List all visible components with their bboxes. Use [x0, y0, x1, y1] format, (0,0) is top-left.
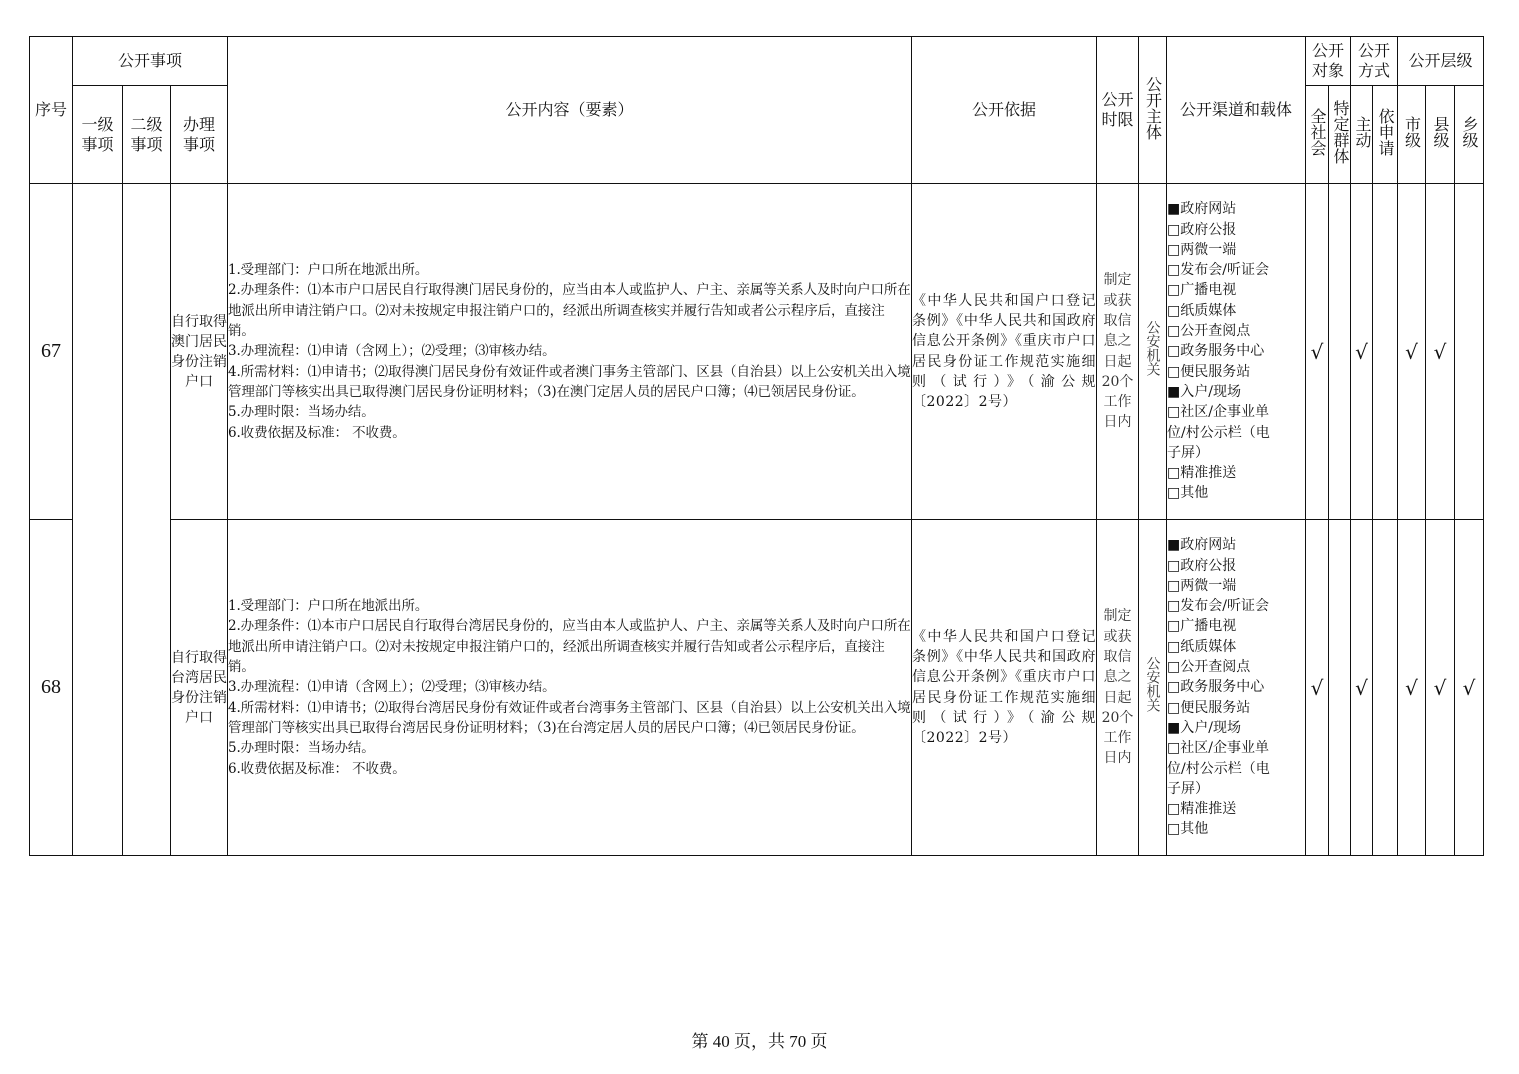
- header-level1: 一级事项: [73, 86, 123, 184]
- row-basis: 《中华人民共和国户口登记条例》《中华人民共和国政府信息公开条例》《重庆市户口居民身份证工作规范实施细则（试行）》（渝公规〔2022〕2号）: [912, 184, 1097, 520]
- header-method: 公开方式: [1351, 37, 1398, 86]
- check-on-request: [1373, 520, 1398, 856]
- header-on-request: 依申请: [1373, 86, 1398, 184]
- check-active: √: [1351, 520, 1373, 856]
- check-city: √: [1398, 184, 1426, 520]
- header-specific-group: 特定群体: [1329, 86, 1351, 184]
- row-time-limit: 制定或获取信息之日起20个工作日内: [1097, 520, 1139, 856]
- row-seq: 67: [30, 184, 73, 520]
- row-subject: 公安机关: [1139, 184, 1167, 520]
- header-level: 公开层级: [1398, 37, 1484, 86]
- row-content: 1.受理部门：户口所在地派出所。 2.办理条件：⑴本市户口居民自行取得台湾居民身份的，应当由本人或监护人、户主、亲属等关系人及时向户口所在地派出所申请注销户口。⑵对未按规定申报注销户口的，经派出所调查核实并履行告知或者公示程序后，直接注销。 3.办理流程：⑴申请（含网上）；⑵受理；⑶审核办结。 4.所需材料：⑴申请书；⑵取得台湾居民身份有效证件或者台湾事务主管部门、区县（自治县）以上公安机关出入境管理部门等核实出具已取得台湾居民身份证明材料；（3)在台湾定居人员的居民户口簿；⑷已领居民身份证。 5.办理时限：当场办结。 6.收费依据及标准： 不收费。: [228, 520, 912, 856]
- check-township: [1455, 184, 1484, 520]
- check-city: √: [1398, 520, 1426, 856]
- header-row-1: [30, 37, 1484, 86]
- page-footer: 第 40 页，共 70 页: [691, 1032, 828, 1051]
- header-whole-society: 全社会: [1306, 86, 1329, 184]
- row-time-limit: 制定或获取信息之日起20个工作日内: [1097, 184, 1139, 520]
- row-level2-cell: [123, 184, 171, 856]
- header-county: 县级: [1426, 86, 1455, 184]
- header-township: 乡级: [1455, 86, 1484, 184]
- row-subject: 公安机关: [1139, 520, 1167, 856]
- header-level2: 二级事项: [123, 86, 171, 184]
- check-specific-group: [1329, 184, 1351, 520]
- header-time-limit: 公开时限: [1097, 37, 1139, 184]
- row-item-name: 自行取得澳门居民身份注销户口: [171, 184, 228, 520]
- check-county: √: [1426, 184, 1455, 520]
- row-level1-cell: [73, 184, 123, 856]
- check-active: √: [1351, 184, 1373, 520]
- check-township: √: [1455, 520, 1484, 856]
- header-basis: 公开依据: [912, 37, 1097, 184]
- check-whole-society: √: [1306, 520, 1329, 856]
- header-content: 公开内容（要素）: [228, 37, 912, 184]
- header-handling: 办理事项: [171, 86, 228, 184]
- check-specific-group: [1329, 520, 1351, 856]
- check-whole-society: √: [1306, 184, 1329, 520]
- header-active: 主动: [1351, 86, 1373, 184]
- table-row: [30, 520, 1484, 856]
- row-seq: 68: [30, 520, 73, 856]
- row-item-name: 自行取得台湾居民身份注销户口: [171, 520, 228, 856]
- header-target: 公开对象: [1306, 37, 1351, 86]
- check-county: √: [1426, 520, 1455, 856]
- header-channels: 公开渠道和载体: [1167, 37, 1306, 184]
- disclosure-table: [29, 36, 1484, 856]
- row-basis: 《中华人民共和国户口登记条例》《中华人民共和国政府信息公开条例》《重庆市户口居民身份证工作规范实施细则（试行）》（渝公规〔2022〕2号）: [912, 520, 1097, 856]
- header-city: 市级: [1398, 86, 1426, 184]
- header-seq: 序号: [30, 37, 73, 184]
- header-subject: 公开主体: [1139, 37, 1167, 184]
- check-on-request: [1373, 184, 1398, 520]
- header-matters: 公开事项: [73, 37, 228, 86]
- row-channels: ■政府网站 □政府公报 □两微一端 □发布会/听证会 □广播电视 □纸质媒体 □公开查阅点 □政务服务中心 □便民服务站 ■入户/现场 □社区/企事业单 位/村公示栏（电 子屏） □精准推送 □其他: [1167, 520, 1306, 856]
- table-row: [30, 184, 1484, 520]
- row-content: 1.受理部门：户口所在地派出所。 2.办理条件：⑴本市户口居民自行取得澳门居民身份的，应当由本人或监护人、户主、亲属等关系人及时向户口所在地派出所申请注销户口。⑵对未按规定申报注销户口的，经派出所调查核实并履行告知或者公示程序后，直接注销。 3.办理流程：⑴申请（含网上）；⑵受理；⑶审核办结。 4.所需材料：⑴申请书；⑵取得澳门居民身份有效证件或者澳门事务主管部门、区县（自治县）以上公安机关出入境管理部门等核实出具已取得澳门居民身份证明材料；（3)在澳门定居人员的居民户口簿；⑷已领居民身份证。 5.办理时限：当场办结。 6.收费依据及标准： 不收费。: [228, 184, 912, 520]
- row-channels: ■政府网站 □政府公报 □两微一端 □发布会/听证会 □广播电视 □纸质媒体 □公开查阅点 □政务服务中心 □便民服务站 ■入户/现场 □社区/企事业单 位/村公示栏（电 子屏） □精准推送 □其他: [1167, 184, 1306, 520]
